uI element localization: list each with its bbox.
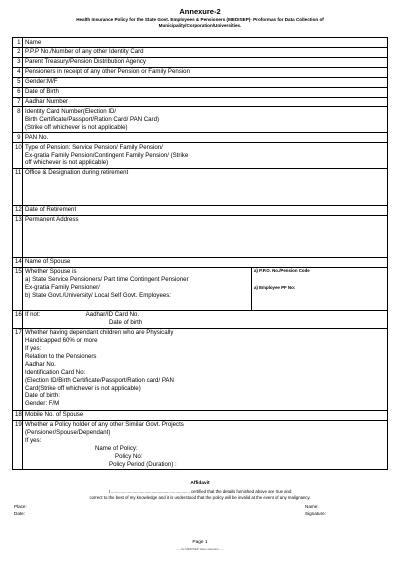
row-label-line: Gender: F/M [25, 400, 60, 408]
row-label[interactable] [23, 143, 388, 169]
row-number: 16 [13, 310, 23, 328]
form-row-9 [13, 133, 388, 143]
row-number: 8 [13, 107, 23, 133]
row-number: 3 [13, 57, 23, 67]
form-row-16 [13, 310, 388, 328]
row-label-line: Permanent Address [25, 216, 79, 224]
row-label-line: Whether having dependant children who are Physically [25, 329, 174, 337]
row-label-line: Mobile No. of Spouse [25, 411, 84, 419]
affidavit-title: Affidavit [190, 481, 210, 486]
row-label-line: Birth Certificate/Passport/Ration Card/ PAN Card) [25, 115, 159, 123]
form-row-10 [13, 143, 388, 169]
row-label-line: (Pensioner/Spouse/Dependant) [25, 428, 111, 436]
row-label-line: Whether Spouse is [25, 268, 77, 276]
row-label-line: PAN No. [25, 133, 49, 141]
row-label-line: b) State Govt./University/ Local Self Govt. Employees: [25, 292, 171, 300]
row-number: 19 [13, 420, 23, 470]
row-label-line: Identification Card No: [25, 368, 86, 376]
form-row-8 [13, 107, 388, 133]
row-label[interactable] [23, 257, 388, 267]
row-label-line: Identity Card Number(Election ID/ [25, 107, 117, 115]
row-label[interactable] [23, 310, 388, 328]
row-number: 6 [13, 87, 23, 97]
footer-note: ---- for MEDISEP data collection ---- [176, 547, 224, 551]
row-label-line: Name of Policy: [95, 444, 138, 452]
row-label-line: Date of Retirement [25, 206, 77, 214]
row-label[interactable] [23, 328, 388, 410]
row-label-line: If yes: [25, 436, 42, 444]
row-number: 4 [13, 67, 23, 77]
form-row-2 [13, 47, 388, 57]
row-label-line: Policy Period (Duration) : [109, 460, 177, 468]
row-label[interactable] [23, 133, 388, 143]
row-label-line: Date of birth: [25, 392, 60, 400]
place-date-block [14, 503, 27, 517]
form-row-17 [13, 328, 388, 410]
row-label-line: Date of birth [109, 319, 143, 327]
row-label[interactable] [23, 77, 388, 87]
form-row-3 [13, 57, 388, 67]
row-number: 2 [13, 47, 23, 57]
row-label[interactable] [23, 410, 388, 420]
row-label[interactable] [23, 97, 388, 107]
row-label-line: Ex-gratia Family Pension/Contingent Family Pension/ (Strike [25, 151, 189, 159]
form-row-4 [13, 67, 388, 77]
employee-pf-label: a) Employee PF No: [253, 284, 296, 290]
row-number: 15 [13, 267, 23, 310]
place-label: Place: [14, 504, 27, 509]
row-label-line: (Election ID/Birth Certificate/Passport/Ration card/ PAN [25, 376, 174, 384]
spouse-details-cell[interactable] [251, 267, 387, 310]
row-number: 9 [13, 133, 23, 143]
row-label[interactable] [23, 205, 388, 215]
row-label-line: Ex-gratia Family Pensioner/ [25, 284, 100, 292]
row-label-line: (Strike off whichever is not applicable) [25, 123, 128, 131]
row-label-line: Relation to the Pensioners [25, 352, 97, 360]
affidavit-line-2: correct to the best of my knowledge and it is understood that the policy will be invalid at the event of any malignancy. [89, 495, 311, 501]
row-label-line: Office & Designation during retirement [25, 169, 129, 177]
row-label-line: Gender:M/F [25, 78, 58, 86]
form-row-11 [13, 168, 388, 205]
form-row-5 [13, 77, 388, 87]
row-label[interactable] [23, 420, 388, 470]
row-label-line: P.P.P No./Number of any other Identity Card [25, 48, 144, 56]
form-row-13 [13, 215, 388, 257]
row-number: 18 [13, 410, 23, 420]
row-label-line: a) State Service Pensioners/ Part time Contingent Pensioner [25, 276, 189, 284]
row-label-line: If yes: [25, 344, 42, 352]
row-label-line: Pensioners in receipt of any other Pension or Family Pension [25, 68, 190, 76]
data-collection-form [12, 37, 388, 470]
row-label-line: Handicapped 60% or more [25, 337, 98, 345]
row-label[interactable] [23, 267, 252, 310]
form-row-12 [13, 205, 388, 215]
page-number: Page 1 [192, 540, 208, 545]
row-label-line: Whether a Policy holder of any other Similar Govt. Projects [25, 421, 184, 429]
row-number: 17 [13, 328, 23, 410]
form-row-14 [13, 257, 388, 267]
row-label-line: Name [25, 38, 42, 46]
affidavit-text [20, 489, 380, 502]
form-row-15 [13, 267, 388, 310]
row-number: 1 [13, 38, 23, 48]
row-label-line: Parent Treasury/Pension Distribution Agency [25, 58, 146, 66]
row-number: 11 [13, 168, 23, 205]
signature-label: Signature: [305, 511, 326, 517]
form-row-19 [13, 420, 388, 470]
row-label[interactable] [23, 67, 388, 77]
row-label-line: off whichever is not applicable) [25, 159, 109, 167]
page-subtitle: Health Insurance Policy for the State Govt. Employees & Pensioners (MEDISEP)- Proformas for Data Collection of Municipality/Corporation/Universities. [76, 17, 324, 28]
row-label[interactable] [23, 87, 388, 97]
row-label-line: Aadhar No. [25, 360, 56, 368]
form-row-18 [13, 410, 388, 420]
date-label: Date: [14, 511, 25, 517]
row-label[interactable] [23, 107, 388, 133]
row-label[interactable] [23, 168, 388, 205]
row-number: 13 [13, 215, 23, 257]
row-label[interactable] [23, 47, 388, 57]
row-label-line: Aadhar Number [25, 98, 69, 106]
form-row-1 [13, 38, 388, 48]
form-row-7 [13, 97, 388, 107]
row-label[interactable] [23, 215, 388, 257]
row-number: 10 [13, 143, 23, 169]
row-label-line: Date of Birth [25, 88, 59, 96]
page-title: Annexure-2 [179, 7, 221, 16]
row-label-line: Policy No: [115, 452, 143, 460]
name-signature-block [305, 503, 326, 517]
affidavit-line-1: I .................................................................. certified that the details furnished above are true and [108, 489, 292, 494]
row-label-line: If not: Aadhar/ID Card No. [25, 311, 140, 319]
row-number: 5 [13, 77, 23, 87]
row-label[interactable] [23, 57, 388, 67]
name-label: Name: [305, 504, 319, 509]
form-row-6 [13, 87, 388, 97]
row-label-line: Type of Pension: Service Pension/ Family Pension/ [25, 143, 163, 151]
row-label-line: Card(Strike off whichever is not applicable) [25, 384, 141, 392]
ppo-pension-code-label: a) P.P.O. No./Pension Code [253, 268, 310, 274]
row-number: 7 [13, 97, 23, 107]
row-label-line: Name of Spouse [25, 258, 71, 266]
row-label[interactable] [23, 38, 388, 48]
row-number: 14 [13, 257, 23, 267]
row-number: 12 [13, 205, 23, 215]
